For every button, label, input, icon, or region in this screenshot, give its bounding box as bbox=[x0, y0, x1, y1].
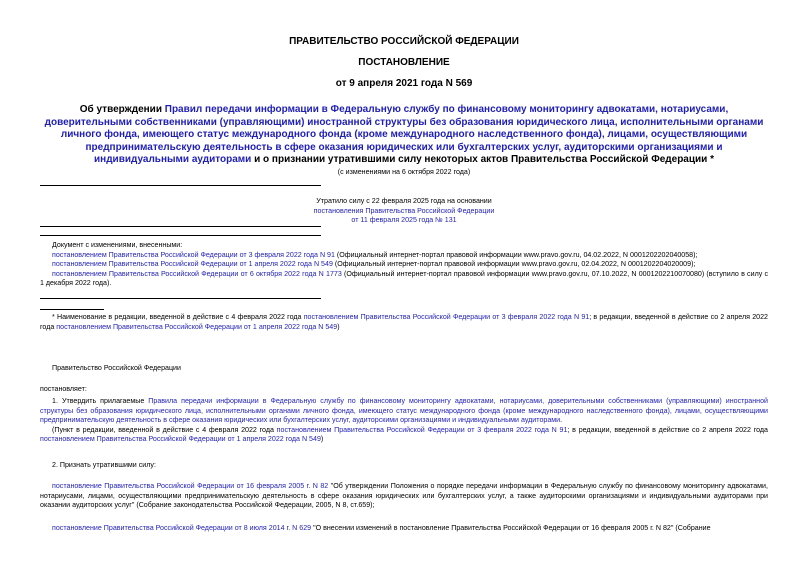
body-decides: постановляет: bbox=[40, 385, 87, 393]
change-link[interactable]: постановлением Правительства Российской Федерации от 6 октября 2022 года N 1773 bbox=[52, 269, 342, 278]
expired-line: Утратило силу с 22 февраля 2025 года на основании bbox=[316, 197, 492, 205]
note-link-1[interactable]: постановлением Правительства Российской Федерации от 3 февраля 2022 года N 91 bbox=[276, 425, 568, 434]
repealed-item-2: постановление Правительства Российской Федерации от 8 июля 2014 г. N 629 "О внесении изменений в постановление Правительства Российской Федерации от 16 февраля 2005 г. N 82" (Собрание bbox=[52, 524, 711, 532]
repealed-item-1: постановление Правительства Российской Федерации от 16 февраля 2005 г. N 82 "Об утверждении Положения о порядке передачи информации в Федеральную службу по финансовому мониторингу адвокатами, нотариусами, лицами, осуществляющими предпринимательскую деятельность в сфере оказания юридических или бухгалтерских услуг, а также аудиторскими организациями и индивидуальными аудиторами при оказании аудиторских услуг" (Собрание законодательства Российской Федерации, 2005, N 8, ст.659); bbox=[40, 482, 768, 510]
paragraph-1-note: (Пункт в редакции, введенной в действие с 4 февраля 2022 года постановлением Правительства Российской Федерации от 3 февраля 2022 года N 91; в редакции, введенной в действие со 2 апреля 2022 года постановлением Правительства Российской Федерации от 1 апреля 2022 года N 549) bbox=[40, 425, 768, 444]
repealed-link-1[interactable]: постановление Правительства Российской Федерации от 16 февраля 2005 г. N 82 bbox=[52, 482, 329, 490]
title-suffix: и о признании утратившими силу некоторых актов Правительства Российской Федерации * bbox=[251, 154, 714, 165]
changes-list bbox=[40, 241, 768, 289]
expired-link-1[interactable]: постановления Правительства Российской Федерации bbox=[313, 206, 495, 215]
note-link-2[interactable]: постановлением Правительства Российской Федерации от 1 апреля 2022 года N 549 bbox=[40, 435, 321, 444]
footnote-link-1[interactable]: постановлением Правительства Российской Федерации от 3 февраля 2022 года N 91 bbox=[303, 313, 590, 321]
document-type: ПОСТАНОВЛЕНИЕ bbox=[358, 57, 450, 68]
change-item: постановлением Правительства Российской Федерации от 1 апреля 2022 года N 549 (Официальный интернет-портал правовой информации www.pravo.gov.ru, 02.04.2022, N 0001202204020009); bbox=[52, 260, 696, 269]
divider bbox=[40, 185, 321, 186]
divider bbox=[40, 235, 321, 236]
changes-intro: Документ с изменениями, внесенными: bbox=[52, 241, 183, 249]
divider bbox=[40, 226, 321, 227]
government-heading: ПРАВИТЕЛЬСТВО РОССИЙСКОЙ ФЕДЕРАЦИИ bbox=[289, 36, 519, 47]
body-government: Правительство Российской Федерации bbox=[52, 364, 181, 372]
amended-note: (с изменениями на 6 октября 2022 года) bbox=[337, 168, 471, 176]
document-title bbox=[44, 104, 764, 167]
footnote: * Наименование в редакции, введенной в действие с 4 февраля 2022 года постановлением Правительства Российской Федерации от 3 февраля 2022 года N 91; в редакции, введенной в действие со 2 апреля 2022 года постановлением Правительства Российской Федерации от 1 апреля 2022 года N 549) bbox=[40, 313, 768, 331]
paragraph-2: 2. Признать утратившими силу: bbox=[52, 461, 156, 469]
paragraph-1: 1. Утвердить прилагаемые Правила передачи информации в Федеральную службу по финансовому мониторингу адвокатами, нотариусами, доверительными собственниками (управляющими) иностранной структуры без образования юридического лица, исполнительными органами личного фонда, имеющего статус международного фонда (кроме международного наследственного фонда), лицами, осуществляющими предпринимательскую деятельность в сфере оказания юридических или бухгалтерских услуг, аудиторскими организациями и индивидуальными аудиторами. (Пункт в редакции, введенной в действие с 4 февраля 2022 года постановлением Правительства Российской Федерации от 3 февраля 2022 года N 91; в редакции, введенной в действие со 2 апреля 2022 года постановлением Правительства Российской Федерации от 1 апреля 2022 года N 549) bbox=[40, 397, 768, 444]
repealed-link-2[interactable]: постановление Правительства Российской Федерации от 8 июля 2014 г. N 629 bbox=[52, 524, 312, 532]
document-date-number: от 9 апреля 2021 года N 569 bbox=[335, 78, 473, 89]
rules-link[interactable]: Правила передачи информации в Федеральную службу по финансовому мониторингу адвокатами, нотариусами, доверительными собственниками (управляющими) иностранной структуры без образования юридического лица, исполнительными органами личного фонда, имеющего статус международного фонда (кроме международного наследственного фонда), лицами, осуществляющими предпринимательскую деятельность в сфере оказания юридических или бухгалтерских услуг, аудиторскими организациями и индивидуальными аудиторами bbox=[40, 397, 768, 425]
footnote-separator bbox=[40, 309, 104, 310]
change-item: постановлением Правительства Российской Федерации от 3 февраля 2022 года N 91 (Официальный интернет-портал правовой информации www.pravo.gov.ru, 04.02.2022, N 0001202202040058); bbox=[52, 250, 698, 259]
expired-note bbox=[40, 197, 768, 226]
title-prefix: Об утверждении bbox=[79, 104, 165, 115]
change-item: постановлением Правительства Российской Федерации от 6 октября 2022 года N 1773 (Официальный интернет-портал правовой информации www.pravo.gov.ru, 07.10.2022, N 0001202210070080) (вступило в силу с 1 декабря 2022 года). bbox=[40, 269, 769, 288]
expired-link-2[interactable]: от 11 февраля 2025 года № 131 bbox=[351, 216, 457, 225]
title-rules-link[interactable]: Правил передачи информации в Федеральную службу по финансовому мониторингу адвокатами, нотариусами, доверительными собственниками (управляющими) иностранной структуры без образования юридического лица, исполнительными органами личного фонда, имеющего статус международного фонда (кроме международного наследственного фонда), лицами, осуществляющими предпринимательскую деятельность в сфере оказания юридических или бухгалтерских услуг, аудиторскими организациями и индивидуальными аудиторами bbox=[44, 104, 764, 165]
change-link[interactable]: постановлением Правительства Российской Федерации от 3 февраля 2022 года N 91 bbox=[52, 250, 335, 259]
divider bbox=[40, 298, 321, 299]
footnote-link-2[interactable]: постановлением Правительства Российской Федерации от 1 апреля 2022 года N 549 bbox=[56, 322, 338, 331]
change-link[interactable]: постановлением Правительства Российской Федерации от 1 апреля 2022 года N 549 bbox=[52, 260, 333, 269]
